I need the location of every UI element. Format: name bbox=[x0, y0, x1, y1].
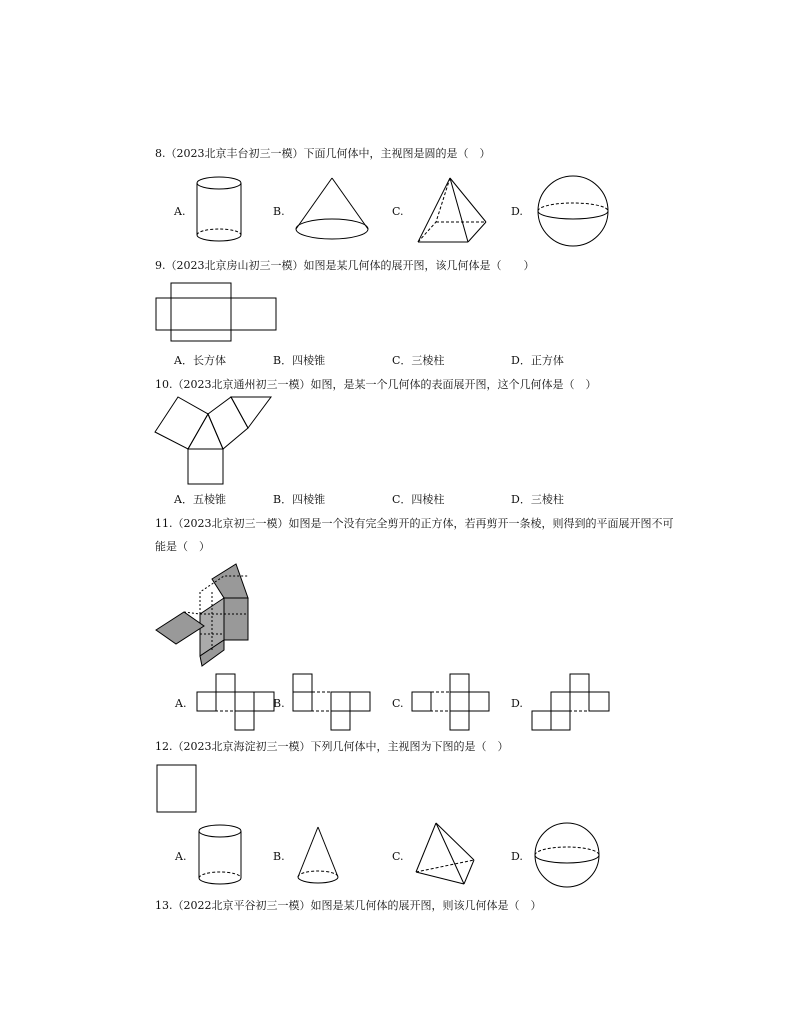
q12-triangular-pyramid-figure bbox=[414, 822, 476, 886]
q11-option-a-label: A. bbox=[175, 697, 187, 710]
q11-option-c-label: C. bbox=[392, 697, 404, 710]
q8-option-b-label: B. bbox=[273, 205, 285, 218]
question-8-stem: 8.（2023北京丰台初三一模）下面几何体中，主视图是圆的是（ ） bbox=[155, 147, 491, 160]
q11-option-d-net bbox=[531, 673, 611, 731]
q8-option-d-label: D. bbox=[511, 205, 523, 218]
q12-sphere-figure bbox=[534, 822, 600, 888]
q12-front-view-rectangle bbox=[156, 764, 198, 814]
q10-option-d: D．三棱柱 bbox=[511, 493, 564, 506]
q9-option-a: A．长方体 bbox=[174, 354, 226, 367]
q8-pyramid-figure bbox=[416, 176, 488, 244]
q12-option-a-label: A. bbox=[175, 850, 187, 863]
question-13-stem: 13.（2022北京平谷初三一模）如图是某几何体的展开图，则该几何体是（ ） bbox=[155, 899, 542, 912]
q8-sphere-figure bbox=[536, 176, 610, 246]
q12-cylinder-figure bbox=[198, 824, 242, 886]
q9-option-d: D．正方体 bbox=[511, 354, 564, 367]
q11-option-b-net bbox=[292, 673, 372, 731]
q8-cone-figure bbox=[295, 177, 369, 241]
q12-option-d-label: D. bbox=[511, 850, 523, 863]
q11-option-b-label: B. bbox=[273, 697, 285, 710]
q9-option-b: B．四棱锥 bbox=[273, 354, 326, 367]
q12-cone-figure bbox=[296, 826, 340, 886]
q11-option-d-label: D. bbox=[511, 697, 523, 710]
q12-option-b-label: B. bbox=[273, 850, 285, 863]
q8-option-c-label: C. bbox=[392, 205, 404, 218]
q8-option-a-label: A. bbox=[174, 205, 186, 218]
question-11-stem-line-1: 11.（2023北京初三一模）如图是一个没有完全剪开的正方体，若再剪开一条棱，则得到的平面展开图不可 bbox=[155, 517, 674, 530]
question-11-stem-line-2: 能是（ ） bbox=[155, 540, 210, 553]
q11-option-c-net bbox=[411, 673, 491, 731]
q8-cylinder-figure bbox=[196, 175, 242, 245]
question-9-stem: 9.（2023北京房山初三一模）如图是某几何体的展开图，该几何体是（ ） bbox=[155, 259, 535, 272]
q11-option-a-net bbox=[196, 673, 276, 731]
question-12-stem: 12.（2023北京海淀初三一模）下列几何体中，主视图为下图的是（ ） bbox=[155, 740, 509, 753]
q9-option-c: C．三棱柱 bbox=[392, 354, 445, 367]
q10-net-figure bbox=[153, 396, 273, 486]
q10-option-a: A．五棱锥 bbox=[174, 493, 226, 506]
q10-option-c: C．四棱柱 bbox=[392, 493, 445, 506]
q9-net-figure bbox=[155, 282, 277, 342]
q11-partially-cut-cube-figure bbox=[154, 562, 250, 668]
q12-option-c-label: C. bbox=[392, 850, 404, 863]
q10-option-b: B．四棱锥 bbox=[273, 493, 326, 506]
question-10-stem: 10.（2023北京通州初三一模）如图，是某一个几何体的表面展开图，这个几何体是（ ） bbox=[155, 378, 597, 391]
